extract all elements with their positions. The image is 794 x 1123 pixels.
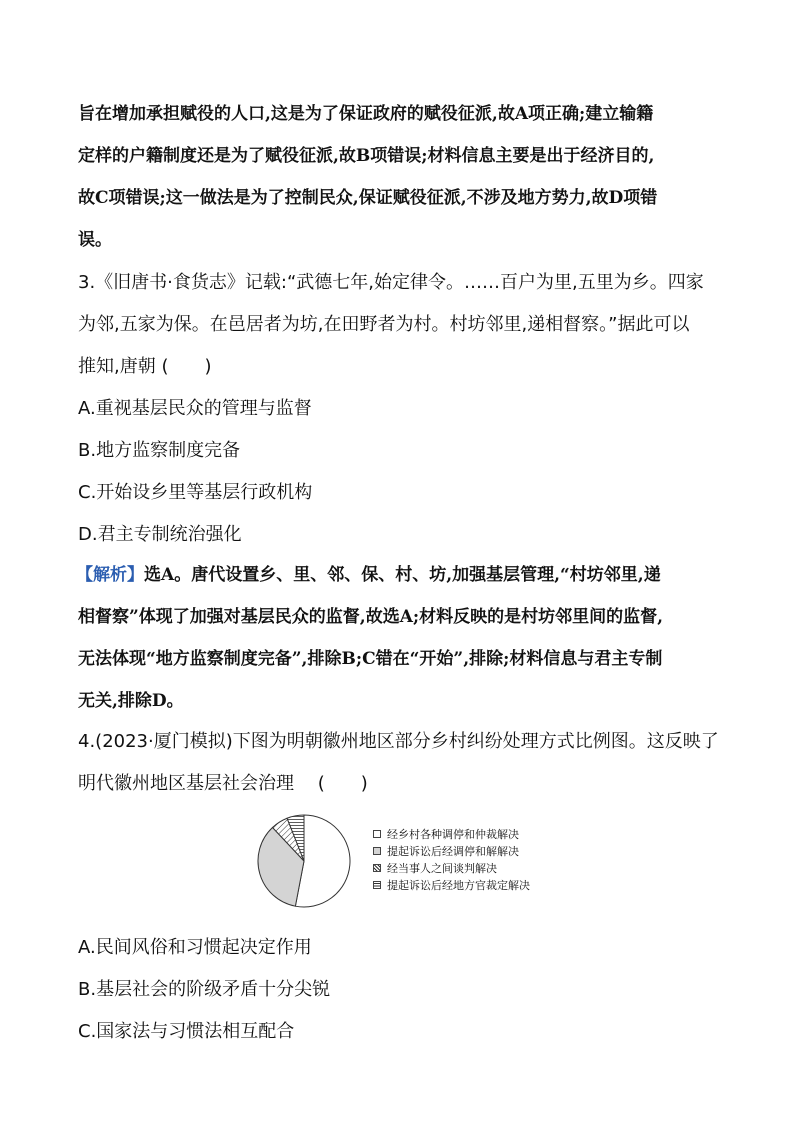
q3-explanation-line: 无法体现“地方监察制度完备”,排除B;C错在“开始”,排除;材料信息与君主专制 — [78, 649, 663, 669]
q4-option-a: A.民间风俗和习惯起决定作用 — [78, 937, 312, 958]
legend-swatch-horizontal — [373, 881, 381, 889]
q3-stem-line: 3.《旧唐书·食货志》记载:“武德七年,始定律令。……百户为里,五里为乡。四家 — [78, 272, 704, 293]
q3-explanation-line — [76, 562, 661, 588]
q3-option-d: D.君主专制统治强化 — [78, 524, 242, 545]
pie-chart-svg — [255, 812, 365, 912]
prev-explanation-line: 旨在增加承担赋役的人口,这是为了保证政府的赋役征派,故A项正确;建立输籍 — [78, 104, 654, 124]
legend-label: 经当事人之间谈判解决 — [387, 862, 497, 875]
legend-label: 提起诉讼后经调停和解解决 — [387, 845, 519, 858]
prev-explanation-line: 故C项错误;这一做法是为了控制民众,保证赋役征派,不涉及地方势力,故D项错 — [78, 188, 658, 208]
q4-stem-line: 4.(2023·厦门模拟)下图为明朝徽州地区部分乡村纠纷处理方式比例图。这反映了 — [78, 731, 719, 752]
legend-label: 经乡村各种调停和仲裁解决 — [387, 828, 519, 841]
prev-explanation-line: 定样的户籍制度还是为了赋役征派,故B项错误;材料信息主要是出于经济目的, — [78, 146, 655, 166]
explanation-text: 选A。唐代设置乡、里、邻、保、村、坊,加强基层管理,“村坊邻里,递 — [144, 565, 661, 585]
q3-explanation-line: 相督察”体现了加强对基层民众的监督,故选A;材料反映的是村坊邻里间的监督, — [78, 607, 664, 627]
q3-option-b: B.地方监察制度完备 — [78, 440, 241, 461]
q4-option-c: C.国家法与习惯法相互配合 — [78, 1021, 295, 1042]
q3-explanation-line: 无关,排除D。 — [78, 691, 184, 711]
legend-swatch-gray — [373, 847, 381, 855]
q3-stem-line: 推知,唐朝 ( ) — [78, 356, 212, 377]
q3-stem-line: 为邻,五家为保。在邑居者为坊,在田野者为村。村坊邻里,递相督察。”据此可以 — [78, 314, 690, 335]
legend-label: 提起诉讼后经地方官裁定解决 — [387, 879, 530, 892]
prev-explanation-line: 误。 — [78, 230, 112, 250]
q4-stem-line: 明代徽州地区基层社会治理 ( ) — [78, 773, 368, 794]
explanation-tag: 【解析】 — [76, 565, 144, 585]
q3-option-a: A.重视基层民众的管理与监督 — [78, 398, 312, 419]
legend-swatch-diagonal — [373, 864, 381, 872]
legend-swatch-white — [373, 830, 381, 838]
q4-option-b: B.基层社会的阶级矛盾十分尖锐 — [78, 979, 331, 1000]
q3-option-c: C.开始设乡里等基层行政机构 — [78, 482, 313, 503]
